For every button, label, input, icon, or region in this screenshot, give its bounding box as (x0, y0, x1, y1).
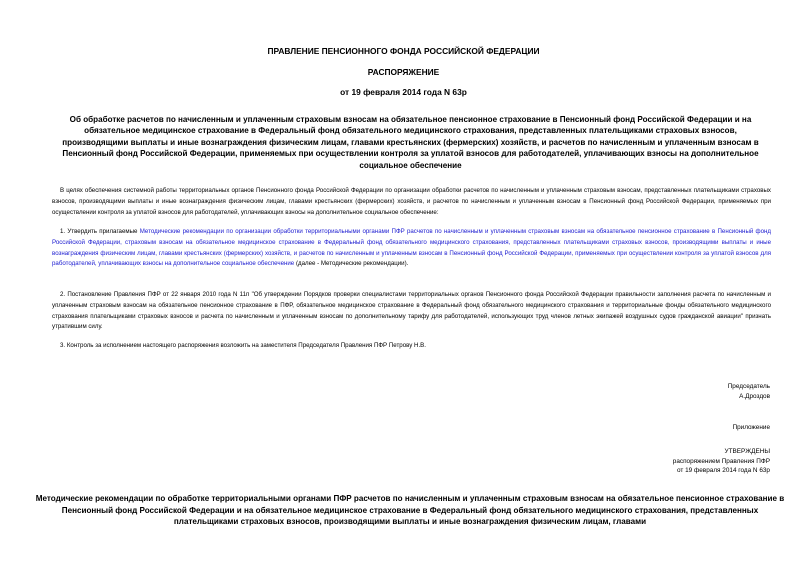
preamble-paragraph: В целях обеспечения системной работы территориальных органов Пенсионного фонда Российской Федерации по организации обработки расчетов по начисленным и уплаченным страховым взносам, представленных плательщиками страховых взносов, производящими выплаты и иные вознаграждения физическим лицам, главами крестьянских (фермерских) хозяйств, и расчетов по начисленным и уплаченным взносам в Пенсионный фонд Российской Федерации, применяемых при осуществлении контроля за уплатой взносов для работодателей, уплачивающих взносы на дополнительное социальное обеспечение: (52, 187, 771, 216)
signature-name: А.Дроздов (739, 393, 770, 400)
item-1-paragraph (52, 227, 771, 270)
doc-date-number: от 19 февраля 2014 года N 63р (340, 87, 467, 97)
org-name: ПРАВЛЕНИЕ ПЕНСИОННОГО ФОНДА РОССИЙСКОЙ ФЕДЕРАЦИИ (267, 46, 540, 56)
approved-label: УТВЕРЖДЕНЫ (724, 448, 770, 455)
signature-block (728, 382, 770, 402)
approved-date: от 19 февраля 2014 года N 63р (677, 467, 770, 474)
approved-by: распоряжением Правления ПФР (672, 457, 770, 465)
appendix-label: Приложение (732, 424, 770, 431)
item-2-paragraph: 2. Постановление Правления ПФР от 22 января 2010 года N 11п "Об утверждении Порядков проверки специалистами территориальных органов Пенсионного фонда Российской Федерации правильности заполнения расчета по начисленным и уплаченным страховым взносам на обязательное пенсионное страхование в ПФР, обязательное медицинское страхование в Федеральный фонд обязательного медицинского страхования и территориальные фонды обязательного медицинского страхования плательщиками страховых взносов и расчета по начисленным и уплаченным взносам по дополнительному тарифу для работодателей, использующих труд членов летных экипажей воздушных судов гражданской авиации" признать утратившим силу. (52, 291, 771, 331)
item-3-paragraph: 3. Контроль за исполнением настоящего распоряжения возложить на заместителя Председателя Правления ПФР Петрову Н.В. (60, 342, 426, 349)
document-title: Об обработке расчетов по начисленным и уплаченным страховым взносам на обязательное пенсионное страхование в Пенсионный фонд Российской Федерации и на обязательное медицинское страхование в Федеральный фонд обязательного медицинского страхования, представленных плательщиками страховых взносов, производящими выплаты и иные вознаграждения физическим лицам, главами крестьянских (фермерских) хозяйств, и расчетов по начисленным и уплаченным взносам в Пенсионный фонд Российской Федерации, применяемых при осуществлении контроля за уплатой взносов для работодателей, уплачивающих взносы на дополнительное социальное обеспечение (62, 115, 759, 170)
doc-type: РАСПОРЯЖЕНИЕ (367, 67, 440, 77)
appendix-title: Методические рекомендации по обработке территориальными органами ПФР расчетов по начисленным и уплаченным страховым взносам на обязательное пенсионное страхование в Пенсионный фонд Российской Федерации и на обязательное медицинское страхование в Федеральный фонд обязательного медицинского страхования, представленных плательщиками страховых взносов, производящими выплаты и иные вознаграждения физическим лицам, главами (35, 494, 785, 527)
item-1-prefix: 1. Утвердить прилагаемые (60, 228, 140, 235)
methodical-recommendations-link[interactable]: Методические рекомендации по организации обработки территориальными органами ПФР расчетов по начисленным и уплаченным страховым взносам на обязательное пенсионное страхование в Пенсионный фонд Российской Федерации, страховым взносам на обязательное медицинское страхование в Федеральный фонд обязательного медицинского страхования, представленных плательщиками страховых взносов, производящими выплаты и иные вознаграждения физическим лицам, главами крестьянских (фермерских) хозяйств, и расчетов по начисленным и уплаченным взносам в Пенсионный фонд Российской Федерации, применяемых при осуществлении контроля за уплатой взносов для работодателей, уплачивающих взносы на дополнительное социальное обеспечение (52, 228, 771, 268)
approval-block (673, 447, 770, 476)
signature-role: Председатель (727, 383, 770, 390)
item-1-suffix: (далее - Методические рекомендации). (294, 260, 409, 268)
